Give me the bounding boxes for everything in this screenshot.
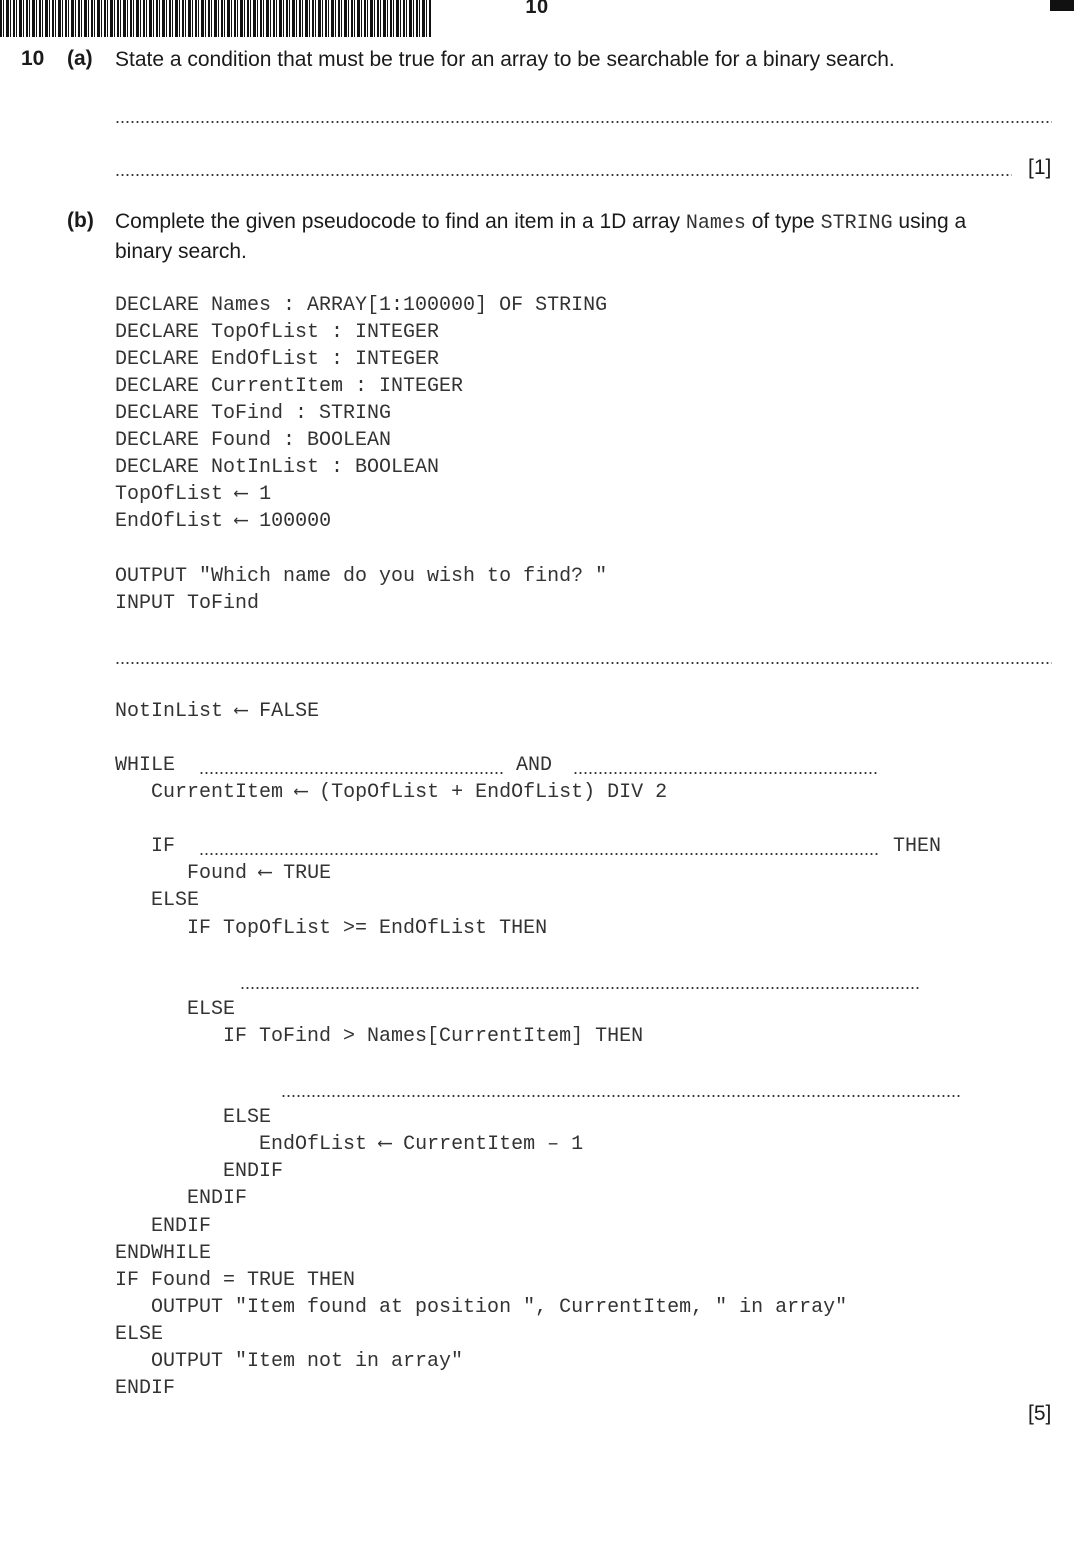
answer-blank[interactable] (199, 772, 503, 774)
code-string: STRING (820, 212, 893, 235)
part-a-question: State a condition that must be true for an array to be searchable for a binary search. (115, 48, 895, 71)
code-line: IF ToFind > Names[CurrentItem] THEN (115, 1025, 644, 1048)
marks-b: [5] (1028, 1402, 1052, 1425)
code-if-keyword: IF (115, 835, 176, 858)
code-line: DECLARE ToFind : STRING (115, 402, 392, 425)
code-line: EndOfList ⟵ 100000 (115, 510, 332, 533)
answer-blank[interactable] (199, 853, 880, 855)
question-number: 10 (21, 47, 45, 70)
code-line: OUTPUT "Item found at position ", CurrentItem, " in array" (115, 1296, 848, 1319)
code-line: EndOfList ⟵ CurrentItem – 1 (115, 1133, 584, 1156)
code-and-keyword: AND (516, 754, 553, 777)
code-line: NotInList ⟵ FALSE (115, 700, 320, 723)
code-line: DECLARE Names : ARRAY[1:100000] OF STRING (115, 294, 608, 317)
code-line: DECLARE CurrentItem : INTEGER (115, 375, 464, 398)
code-line: ENDIF (115, 1377, 176, 1400)
code-line: OUTPUT "Which name do you wish to find? " (115, 565, 608, 588)
answer-line[interactable] (115, 121, 1052, 123)
code-line: ELSE (115, 1106, 272, 1129)
code-while-keyword: WHILE (115, 754, 176, 777)
answer-blank[interactable] (573, 772, 877, 774)
code-line: ENDIF (115, 1187, 248, 1210)
code-line: ELSE (115, 998, 236, 1021)
answer-line[interactable] (115, 174, 1012, 176)
code-line: IF TopOfList >= EndOfList THEN (115, 917, 548, 940)
code-line: ENDWHILE (115, 1242, 212, 1265)
page-number: 10 (525, 0, 549, 18)
code-then-keyword: THEN (893, 835, 942, 858)
part-b-question: Complete the given pseudocode to find an item in a 1D array Names of type STRING using a binary search. (115, 210, 967, 263)
answer-line[interactable] (115, 662, 1052, 664)
part-a-label: (a) (67, 47, 93, 70)
code-line: ENDIF (115, 1215, 212, 1238)
code-line: DECLARE NotInList : BOOLEAN (115, 456, 440, 479)
code-line: ELSE (115, 1323, 164, 1346)
code-line: OUTPUT "Item not in array" (115, 1350, 464, 1373)
code-line: IF Found = TRUE THEN (115, 1269, 356, 1292)
code-line: DECLARE EndOfList : INTEGER (115, 348, 440, 371)
code-line: INPUT ToFind (115, 592, 260, 615)
code-names: Names (685, 212, 746, 235)
marks-a: [1] (1028, 156, 1052, 179)
code-line: ENDIF (115, 1160, 284, 1183)
answer-blank[interactable] (240, 987, 919, 989)
code-line: DECLARE TopOfList : INTEGER (115, 321, 440, 344)
part-b-label: (b) (67, 209, 94, 232)
code-line: TopOfList ⟵ 1 (115, 483, 272, 506)
code-line: CurrentItem ⟵ (TopOfList + EndOfList) DIV 2 (115, 781, 668, 804)
code-line: ELSE (115, 889, 200, 912)
answer-blank[interactable] (281, 1095, 960, 1097)
code-line: Found ⟵ TRUE (115, 862, 332, 885)
code-line: DECLARE Found : BOOLEAN (115, 429, 392, 452)
corner-mark (1050, 0, 1074, 11)
